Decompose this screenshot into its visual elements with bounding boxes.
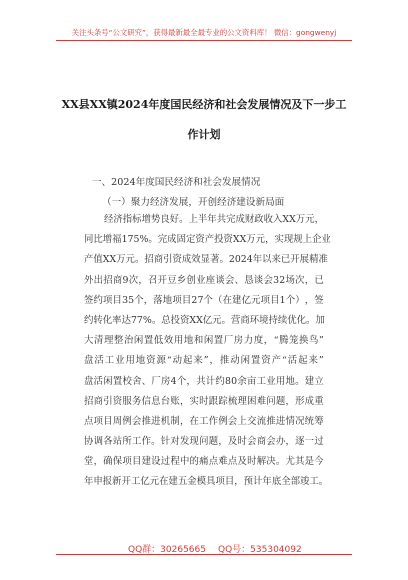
body-line: 招 商 引 资 服 务 信 息 台 账 ， 实 时 跟 踪 梳 理 困 难 问 题 ， 形 成 重	[84, 395, 324, 407]
body-line: 外 出 招 商 9 次 ， 召 开 豆 乡 创 业 座 谈 会 、 恳 谈 会 3 2 场 次 ， 已	[84, 274, 324, 286]
top-banner: 关注头条号“公文研究”，获得最新最全最专业的公文资料库！ 微信：gongwenyj	[71, 28, 337, 37]
body-line: 签 约 项 目 3 5 个 ， 落 地 项 目 2 7 个 （ 在 建 亿 元 项 目 1 个 ） ， 签	[84, 294, 324, 306]
banner-divider	[56, 40, 352, 41]
footer-qq-number: QQ号：535304092	[218, 545, 302, 555]
body-line: 同 比 增 福 1 7 5 % 。 完 成 固 定 资 产 投 资 X X 万 元 ， 实 现 规 上 企 业	[84, 234, 331, 246]
document-title-line-1: XX县XX镇2024年度国民经济和社会发展情况及下一步工	[61, 98, 347, 111]
body-line: 大 清 理 整 治 闲 置 低 效 用 地 和 闲 置 厂 房 力 度 ， “ 腾 笼 换 鸟 ”	[84, 335, 324, 347]
body-line: 点 项 目 周 例 会 推 进 机 制 ， 在 工 作 例 会 上 交 流 推 进 情 况 统 筹	[84, 415, 324, 427]
footer-qq-group: QQ群：30265665	[128, 545, 206, 555]
body-line: 堂 ， 确 保 项 目 建 设 过 程 中 的 痛 点 难 点 及 时 解 决 。 尤 其 是 今	[84, 456, 324, 468]
document-title-line-2: 作计划	[187, 128, 221, 141]
subsection-heading: （一）聚力经济发展，开创经济建设新局面	[102, 197, 285, 208]
body-line: 产 值 X X 万 元 。 招 商 引 资 成 效 显 著 。 2 0 2 4 年 以 来 已 开 展 精 准	[84, 254, 328, 266]
body-line: 协 调 各 站 所 工 作 。 针 对 发 现 问 题 ， 及 时 会 商 会 办 ， 逐 一 过	[84, 436, 324, 448]
body-paragraph	[84, 210, 331, 493]
body-line: 约 转 化 率 达 7 7 % 。 总 投 资 X X 亿 元 。 营 商 环 境 持 续 优 化 。 加	[84, 314, 325, 326]
body-line: 经 济 指 标 增 势 良 好 。 上 半 年 共 完 成 财 政 收 入 X X 万 元 ，	[104, 214, 324, 225]
body-line: 年 申 报 新 开 工 亿 元 在 建 五 金 模 具 项 目 ， 预 计 年 底 全 部 竣 工 。	[84, 476, 329, 488]
section-heading: 一、2024年度国民经济和社会发展情况	[92, 177, 261, 188]
body-line: 盘 活 工 业 用 地 资 源 “ 动 起 来 ” ， 推 动 闲 置 资 产 “ 活 起 来 ”	[84, 355, 324, 367]
body-line: 盘 活 闲 置 校 舍 、 厂 房 4 个 ， 共 计 约 8 0 余 亩 工 业 用 地 。 建 立	[84, 375, 324, 387]
